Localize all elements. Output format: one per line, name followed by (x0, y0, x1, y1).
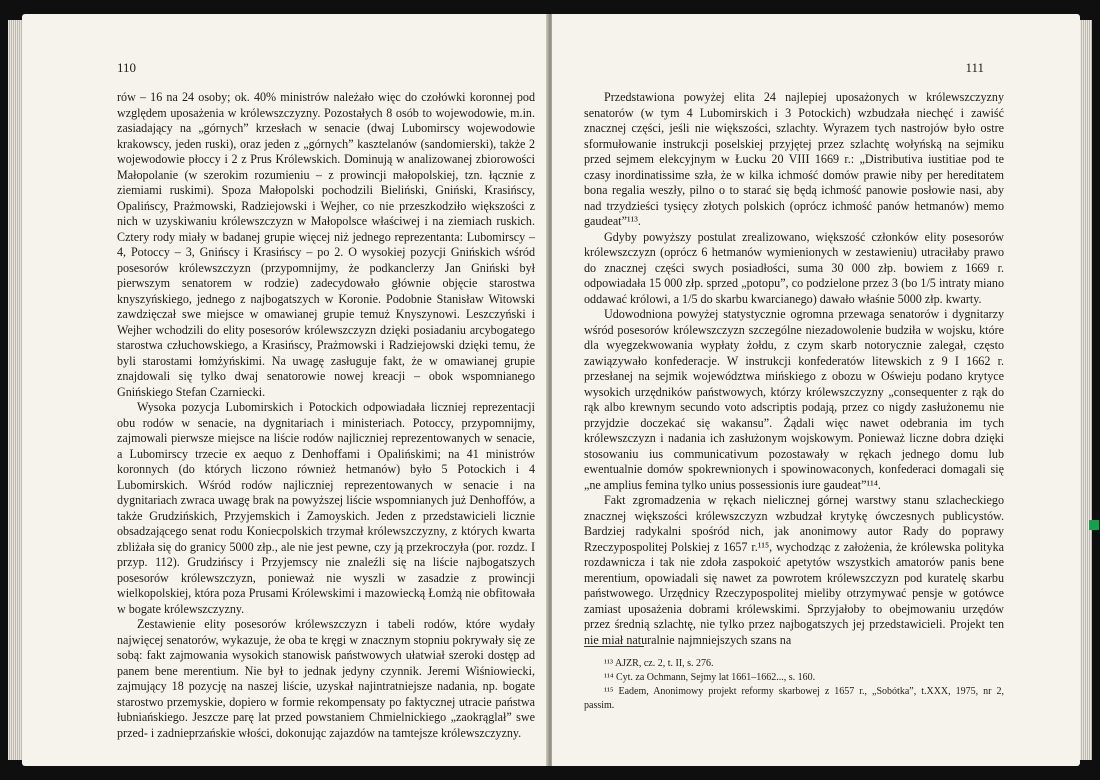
footnote: ¹¹⁴ Cyt. za Ochmann, Sejmy lat 1661–1662..., s. 160. (604, 672, 816, 683)
page-stack-edge-right (1078, 20, 1092, 760)
paragraph: rów – 16 na 24 osoby; ok. 40% ministrów należało więc do czołówki koronnej pod względem uposażenia w królewszczyzny. Pozostałych 8 osób to wojewodowie, m.in. zasiadający na „górnych” krzesłach w senacie (dwaj Lubomirscy wojewodowie krakowscy, jeden ruski), oraz jeden z „górnych” kasztelanów (sandomierski), także 2 wojewodowie płoccy i 2 z Prus Królewskich. Dominują w analizowanej zbiorowości Małopolanie (w szerokim rozumieniu – z prowincji małopolskiej, tzn. łącznie z ziemiami ruskimi). Spoza Małopolski pochodzili Bieliński, Gniński, Krasińscy, Opalińscy, Prażmowski, Radziejowski i Wejher, co nie przeszkodziło większości z nich w uzyskiwaniu królewszczyzn w Małopolsce właściwej i na ziemiach ruskich. Cztery rody miały w badanej grupie więcej niż jednego reprezentanta: Lubomirscy – 4, Potoccy – 3, Gnińscy i Krasińscy – po 2. O wysokiej pozycji Gnińskich wśród posesorów królewszczyzn (przypomnijmy, że podkanclerzy Jan Gniński był pierwszym senatorem w rodzie) zadecydowało głównie objęcie starostwa knyszyńskiego, jednego z najbogatszych w Koronie. Podobnie Stanisław Witowski zawdzięczał swe miejsce w omawianej grupie temuż Knyszynowi. Leszczyński i Wejher wchodzili do elity posesorów królewszczyzn dzięki posiadaniu arcybogatego starostwa człuchowskiego, a Krasińscy, Prażmowski i Radziejowski dzięki temu, że byli starostami łomżyńskimi. Na uwagę zasługuje fakt, że w omawianej grupie znajdowali się tylko dwaj senatorowie nowej kreacji – obok wspomnianego Gnińskiego Stefan Czarniecki. (117, 90, 535, 399)
paragraph: Udowodniona powyżej statystycznie ogromna przewaga senatorów i dygnitarzy wśród posesorów królewszczyzn szczególne niezadowolenie budziła w wojsku, które dla wyegzekwowania wypłaty żołdu, z czym skarb notorycznie zalegał, często zawiązywało konfederacje. W instrukcji konfederatów litewskich z 9 I 1662 r. przesłanej na sejmik województwa mińskiego z obozu w Oświeju podano krytyce wysokich urzędników państwowych, którzy królewszczyzny „consequenter z rąk do rąk albo krewnym secundo voto adscriptis podają, przez co nigdy zasłużonemu nie przyjdzie doczekać się wakansu”. Żądali więc nawet odebrania im tych królewszczyzn i nadania ich zasłużonym wojskowym. Ponieważ liczne dobra dzięki stosowaniu ius communicativum pozostawały w rękach jednego domu lub ewentualnie domów spokrewnionych i spowinowaconych, konfederaci domagali się „ne amplius femina tylko unius possessionis iure gaudeat”¹¹⁴. (584, 307, 1004, 492)
footnote: ¹¹⁵ Eadem, Anonimowy projekt reformy skarbowej z 1657 r., „Sobótka”, t.XXX, 1975, nr 2, passim. (584, 686, 1004, 711)
scan-color-marker (1089, 520, 1099, 530)
paragraph: Przedstawiona powyżej elita 24 najlepiej uposażonych w królewszczyzny senatorów (w tym 4 Lubomirskich i 3 Potockich) wzbudzała niechęć i zawiść znacznej części, jeśli nie większości, szlachty. Wyrazem tych nastrojów było ostre sformułowanie instrukcji poselskiej przyjętej przez szlachtę wołyńską na sejmiku przed sejmem elekcyjnym w Łucku 20 VIII 1669 r.: „Distributiva iustitiae pod te czasy inordinatissime szła, że w kilka ichmość domów prawie niby per hereditatem bona regalia weszły, pilno o to starać się będą ichmość panowie posłowie nasi, aby nad trzydzieści tysięcy złotych polskich (oprócz ichmość panów hetmanów) memo gaudeat”¹¹³. (584, 90, 1004, 228)
footnote: ¹¹³ AJZR, cz. 2, t. II, s. 276. (604, 658, 714, 669)
footnote-rule (584, 646, 644, 647)
paragraph: Zestawienie elity posesorów królewszczyzn i tabeli rodów, które wydały najwięcej senatorów, wykazuje, że oba te kręgi w znacznym stopniu pokrywały się ze sobą: fakt zajmowania wysokich stanowisk państwowych ułatwiał szeroki dostęp ad panem bene merentium. Nie był to jednak jedyny czynnik. Jeremi Wiśniowiecki, zajmujący 18 pozycję na naszej liście, uzyskał najintratniejsze nadania, np. bogate starostwo przemyskie, dopiero w formie rekompensaty po faktycznej utracie państwa łubniańskiego. Jeszcze parę lat przed powstaniem Chmielnickiego „zaokrąglał” swe przed- i zadnieprzańskie włości, dokonując zajazdów na tamtejsze królewszczyzny. (117, 617, 535, 740)
page-number-right: 111 (965, 60, 984, 75)
paragraph: Wysoka pozycja Lubomirskich i Potockich odpowiadała liczniej reprezentacji obu rodów w senacie, na dygnitariach i ministeriach. Potoccy, przypomnijmy, zajmowali pierwsze miejsce na liście rodów najliczniej reprezentowanych w senacie, a Lubomirscy trzecie ex aequo z Denhoffami i Opalińskimi; na 41 ministrów koronnych (do których liczono również hetmanów) było 5 Potockich i 4 Lubomirskich. Wśród rodów najliczniej reprezentowanych w senacie i na dygnitariach zwraca uwagę brak na powyższej liście wspomnianych już Denhoffów, a także Grudzińskich, Przyjemskich i Zamoyskich. Jeden z przedstawicieli licznie obsadzającego senat rodu Koniecpolskich trzymał królewszczyzny, z których kwarta zbliżała się do granicy 5000 złp., ale nie jest pewne, czy ją przekroczyła (por. rozdz. I przyp. 112). Grudzińscy i Przyjemscy nie znaleźli się na liście najbogatszych posesorów królewszczyzn, ponieważ nie wyszli w zasadzie z prowincji wielkopolskiej, która poza Prusami Królewskimi i mazowiecką Łomżą nie obfitowała w bogate królewszczyzny. (117, 400, 535, 616)
page-number-left: 110 (117, 60, 137, 75)
left-page-body (117, 90, 535, 741)
right-page-body (584, 90, 1004, 648)
paragraph: Fakt zgromadzenia w rękach nielicznej górnej warstwy stanu szlacheckiego znacznej większości królewszczyzn wzbudzał krytykę ówczesnych publicystów. Bardziej radykalni spośród nich, jak anonimowy autor Rady do poprawy Rzeczypospolitej Polskiej z 1657 r.¹¹⁵, wychodząc z założenia, że królewska polityka rozdawnicza i tak nie zdoła zaspokoić apetytów wszystkich amatorów panis bene merentium, opowiadali się nawet za powrotem królewszczyzn pod kuratelę skarbu państwowego. Urzędnicy Rzeczypospolitej mieliby otrzymywać pensje w gotówce zamiast uposażenia dobrami królewskimi. Sprzyjałoby to obejmowaniu urzędów przez średnią szlachtę, nie tylko przez najbogatszych jej przedstawicieli. Projekt ten nie miał naturalnie najmniejszych szans na (584, 493, 1004, 647)
paragraph: Gdyby powyższy postulat zrealizowano, większość członków elity posesorów królewszczyzn (oprócz 6 hetmanów wymienionych w zestawieniu) utraciłaby prawo do znacznej części swych posiadłości, suma 30 000 złp. bowiem z 1669 r. odpowiadała 15 000 złp. sprzed „potopu”, co podzielone przez 3 (bo 1/5 intraty miano oddawać królowi, a 1/5 do skarbu kwarcianego) dawało właśnie 5000 złp. kwarty. (584, 229, 1004, 306)
left-page (22, 14, 548, 766)
right-page (552, 14, 1080, 766)
footnotes (584, 657, 1004, 713)
